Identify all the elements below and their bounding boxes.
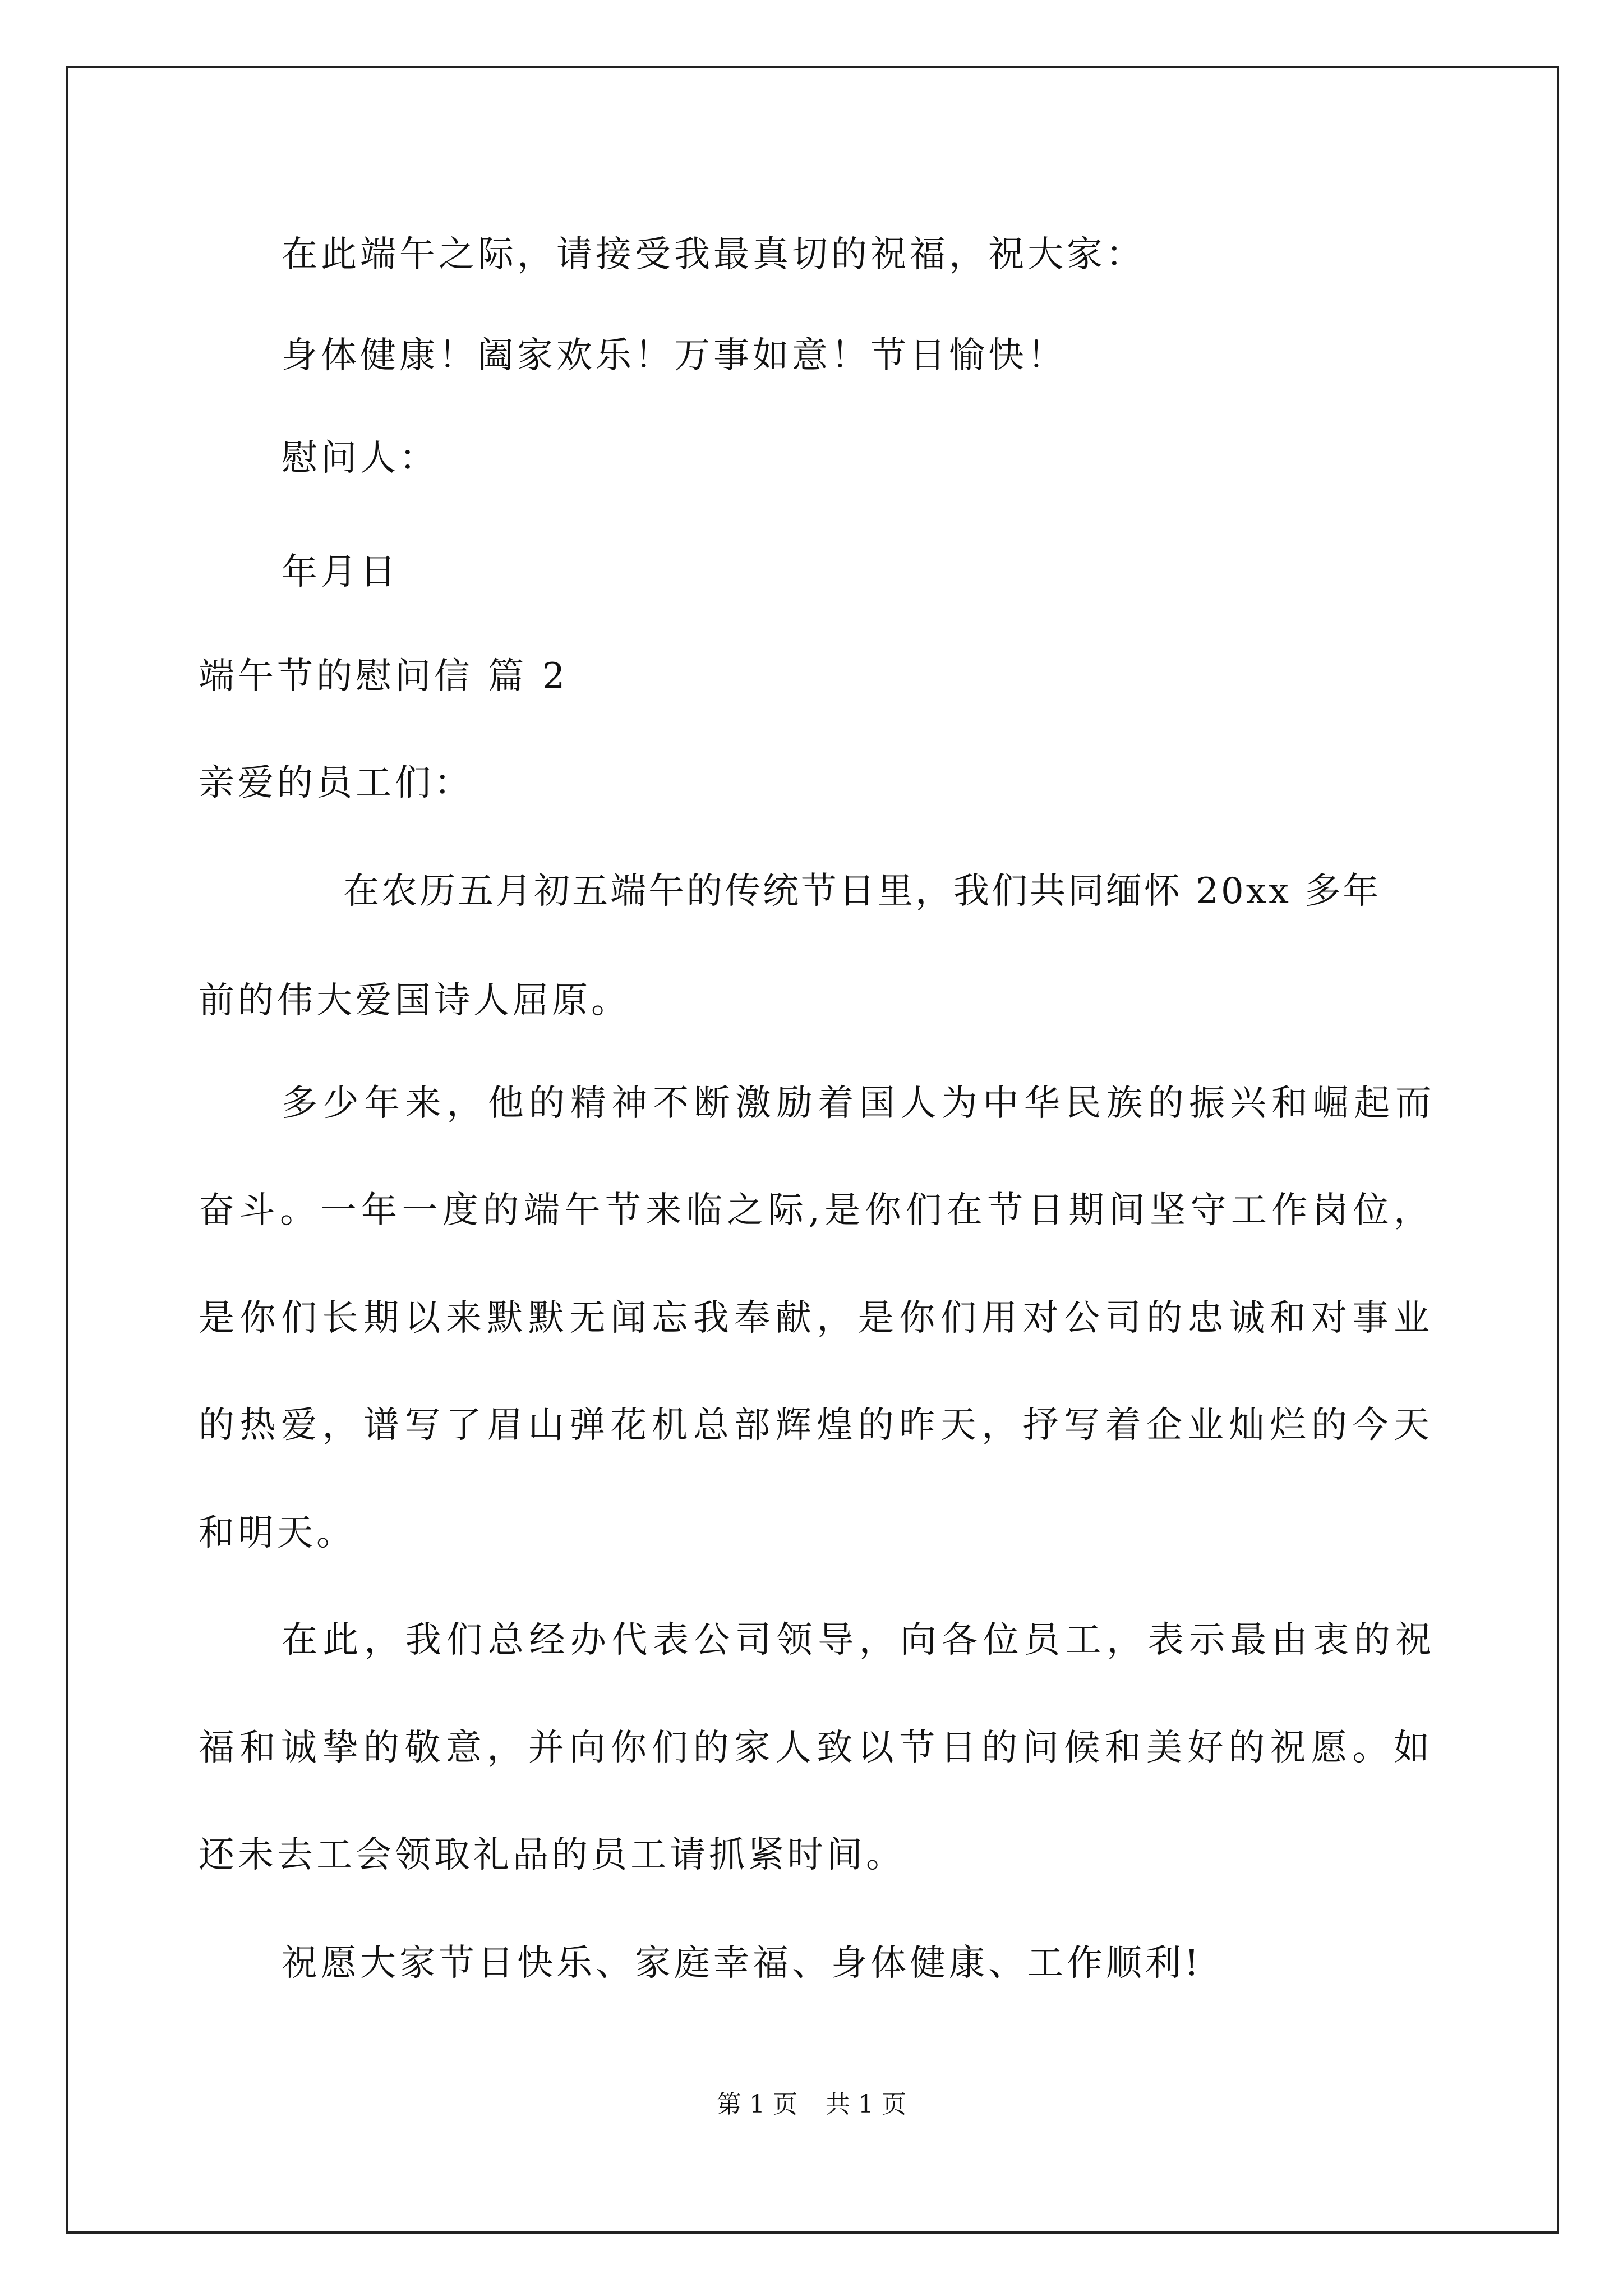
paragraph-line: 和明天。 bbox=[199, 1512, 356, 1554]
page-footer bbox=[0, 2089, 1623, 2120]
page-total: 共 1 页 bbox=[826, 2090, 906, 2119]
paragraph-line: 是你们长期以来默默无闻忘我奉献，是你们用对公司的忠诚和对事业 bbox=[199, 1297, 1430, 1339]
section-title: 端午节的慰问信 篇 2 bbox=[199, 656, 569, 697]
page-border bbox=[66, 66, 1559, 2234]
paragraph-line: 多少年来，他的精神不断激励着国人为中华民族的振兴和崛起而 bbox=[282, 1083, 1431, 1124]
paragraph-line: 在农历五月初五端午的传统节日里，我们共同缅怀 20xx 多年 bbox=[343, 871, 1381, 912]
paragraph-line: 福和诚挚的敬意，并向你们的家人致以节日的问候和美好的祝愿。如 bbox=[199, 1727, 1430, 1769]
date-label: 年月日 bbox=[282, 551, 399, 593]
paragraph-line: 的热爱，谱写了眉山弹花机总部辉煌的昨天，抒写着企业灿烂的今天 bbox=[199, 1405, 1430, 1446]
paragraph-line: 前的伟大爱国诗人屈原。 bbox=[199, 980, 630, 1022]
paragraph-line: 在此，我们总经办代表公司领导，向各位员工，表示最由衷的祝 bbox=[282, 1619, 1431, 1661]
salutation: 亲爱的员工们： bbox=[199, 762, 473, 804]
paragraph-wishes: 身体健康！阖家欢乐！万事如意！节日愉快！ bbox=[282, 335, 1067, 376]
paragraph-line: 奋斗。一年一度的端午节来临之际,是你们在节日期间坚守工作岗位， bbox=[199, 1190, 1430, 1231]
page-number: 第 1 页 bbox=[717, 2090, 797, 2119]
paragraph-line: 还未去工会领取礼品的员工请抓紧时间。 bbox=[199, 1834, 905, 1876]
paragraph-greeting: 在此端午之际，请接受我最真切的祝福，祝大家： bbox=[282, 234, 1145, 275]
closing-wishes: 祝愿大家节日快乐、家庭幸福、身体健康、工作顺利! bbox=[282, 1943, 1202, 1984]
signature-label: 慰问人： bbox=[282, 438, 439, 479]
